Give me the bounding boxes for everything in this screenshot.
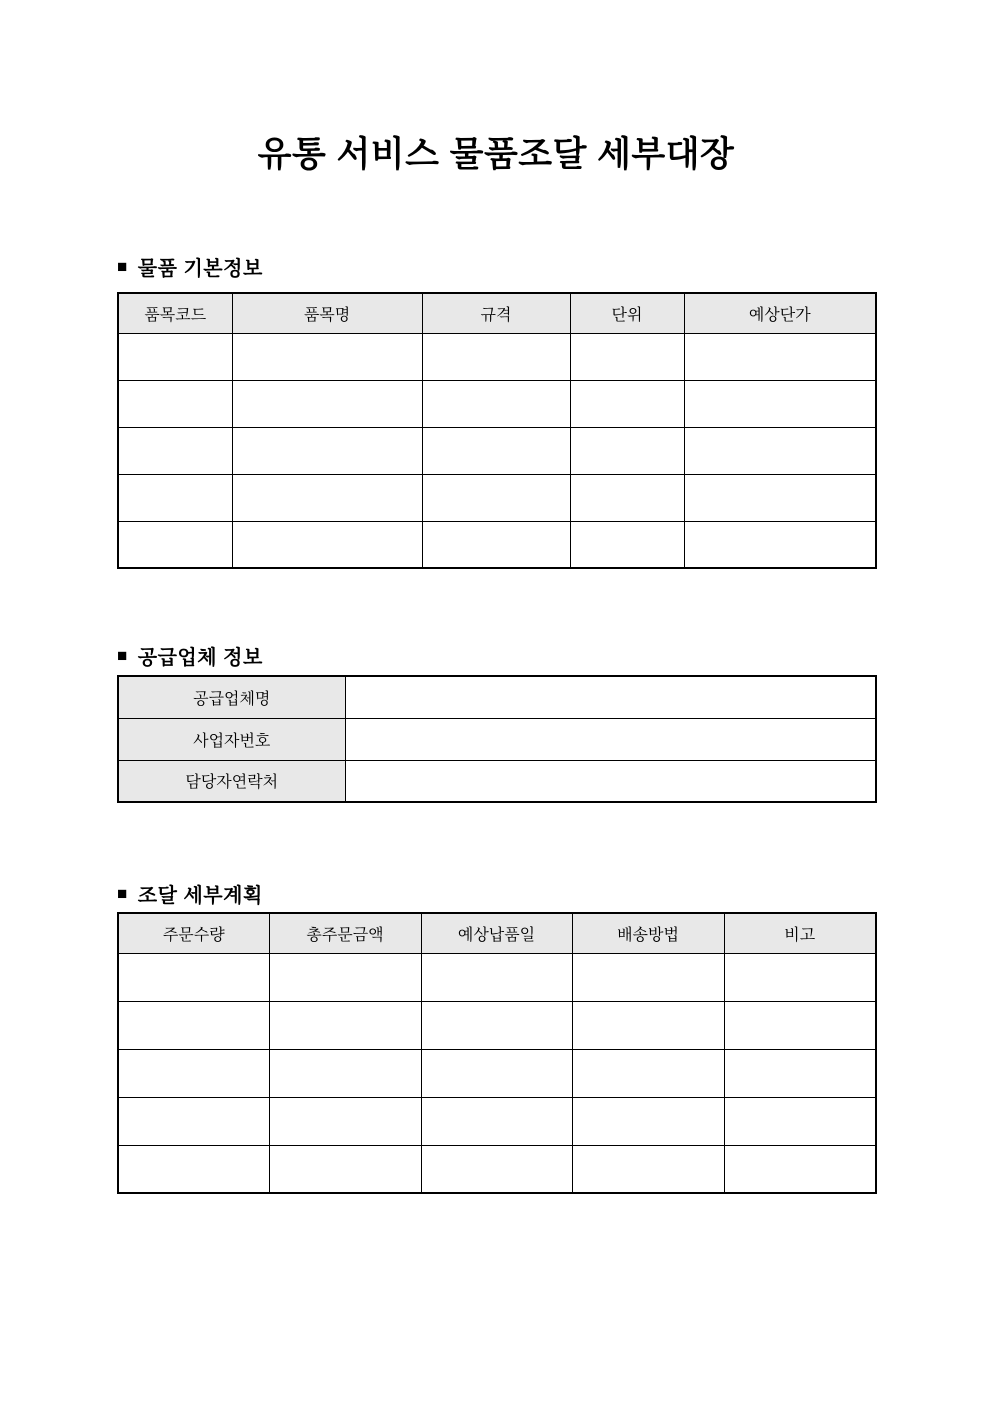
empty-cell: [232, 521, 422, 568]
section-heading-label: 물품 기본정보: [137, 257, 263, 280]
empty-cell: [269, 1001, 421, 1049]
table-row: [118, 953, 876, 1001]
table-row: [118, 676, 876, 718]
empty-cell: [570, 333, 684, 380]
empty-cell: [269, 1049, 421, 1097]
empty-cell: [118, 1097, 269, 1145]
empty-cell: [269, 1097, 421, 1145]
row-label-business-number: 사업자번호: [118, 718, 345, 760]
column-header-remarks: 비고: [724, 913, 876, 953]
row-label-supplier-name: 공급업체명: [118, 676, 345, 718]
column-header-item-name: 품목명: [232, 293, 422, 333]
table-row: [118, 521, 876, 568]
row-label-contact-person: 담당자연락처: [118, 760, 345, 802]
table-row: [118, 718, 876, 760]
empty-cell: [422, 521, 570, 568]
empty-cell: [118, 521, 232, 568]
table-row: [118, 1097, 876, 1145]
column-header-item-code: 품목코드: [118, 293, 232, 333]
empty-cell: [570, 474, 684, 521]
empty-cell: [684, 380, 876, 427]
column-header-order-quantity: 주문수량: [118, 913, 269, 953]
empty-cell: [118, 953, 269, 1001]
empty-cell: [572, 953, 724, 1001]
empty-cell: [724, 1097, 876, 1145]
empty-cell: [421, 953, 572, 1001]
table-header-row: [118, 913, 876, 953]
empty-cell: [572, 1049, 724, 1097]
table-row: [118, 1001, 876, 1049]
empty-cell: [118, 380, 232, 427]
section-heading-label: 조달 세부계획: [137, 884, 263, 907]
empty-cell: [422, 474, 570, 521]
empty-cell: [232, 427, 422, 474]
empty-cell: [724, 1049, 876, 1097]
empty-cell: [269, 1145, 421, 1193]
empty-cell: [570, 427, 684, 474]
empty-cell: [572, 1097, 724, 1145]
empty-cell: [421, 1097, 572, 1145]
table-row: [118, 427, 876, 474]
empty-cell: [232, 474, 422, 521]
empty-cell: [421, 1145, 572, 1193]
empty-cell: [232, 380, 422, 427]
empty-cell: [570, 521, 684, 568]
empty-cell: [422, 333, 570, 380]
empty-cell: [421, 1049, 572, 1097]
empty-cell: [269, 953, 421, 1001]
empty-cell: [118, 427, 232, 474]
empty-cell: [118, 1049, 269, 1097]
empty-cell: [570, 380, 684, 427]
table-row: [118, 760, 876, 802]
section-bullet-icon: ■: [117, 645, 128, 665]
empty-cell: [684, 333, 876, 380]
empty-cell: [118, 474, 232, 521]
column-header-total-order-amount: 총주문금액: [269, 913, 421, 953]
empty-cell: [118, 333, 232, 380]
empty-cell: [572, 1145, 724, 1193]
empty-cell: [684, 427, 876, 474]
empty-cell: [684, 474, 876, 521]
table-row: [118, 474, 876, 521]
supplier-info-table: [117, 675, 877, 803]
table-row: [118, 333, 876, 380]
table-row: [118, 380, 876, 427]
empty-cell: [118, 1001, 269, 1049]
page-title: 유통 서비스 물품조달 세부대장: [257, 135, 735, 174]
section-heading-supplier-info: [117, 642, 875, 668]
empty-cell: [421, 1001, 572, 1049]
empty-cell: [118, 1145, 269, 1193]
empty-cell: [232, 333, 422, 380]
empty-cell: [684, 521, 876, 568]
cell-supplier-name-value: [345, 676, 876, 718]
section-heading-label: 공급업체 정보: [137, 646, 263, 669]
item-basic-info-table: [117, 292, 877, 569]
table-header-row: [118, 293, 876, 333]
empty-cell: [724, 1001, 876, 1049]
column-header-expected-delivery-date: 예상납품일: [421, 913, 572, 953]
section-bullet-icon: ■: [117, 883, 128, 903]
column-header-unit: 단위: [570, 293, 684, 333]
empty-cell: [724, 1145, 876, 1193]
procurement-plan-table: [117, 912, 877, 1194]
table-row: [118, 1145, 876, 1193]
empty-cell: [422, 380, 570, 427]
column-header-delivery-method: 배송방법: [572, 913, 724, 953]
cell-contact-person-value: [345, 760, 876, 802]
empty-cell: [572, 1001, 724, 1049]
column-header-spec: 규격: [422, 293, 570, 333]
section-heading-item-basic-info: [117, 253, 875, 279]
document-content: [117, 0, 875, 1194]
section-heading-procurement-plan: [117, 880, 875, 906]
table-row: [118, 1049, 876, 1097]
empty-cell: [422, 427, 570, 474]
section-bullet-icon: ■: [117, 256, 128, 276]
empty-cell: [724, 953, 876, 1001]
column-header-estimated-unit-price: 예상단가: [684, 293, 876, 333]
cell-business-number-value: [345, 718, 876, 760]
